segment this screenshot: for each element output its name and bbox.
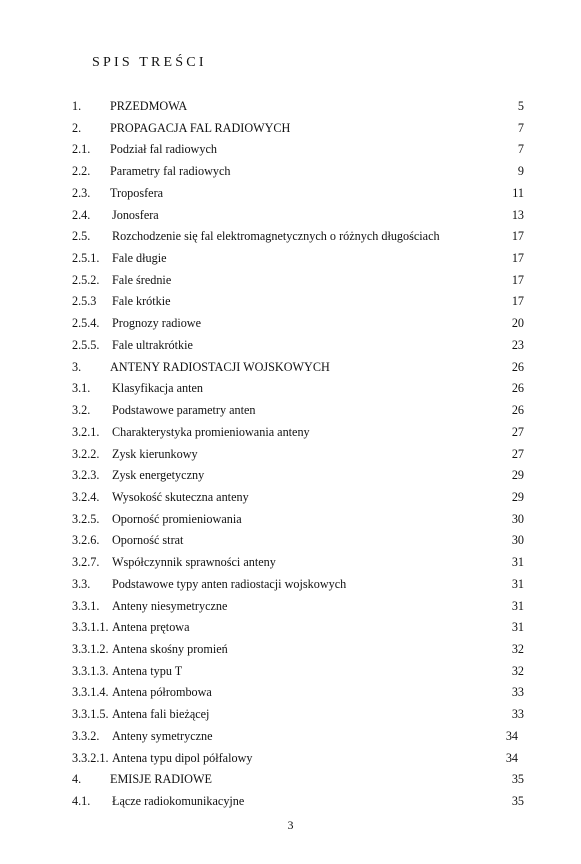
toc-entry-title: Podstawowe typy anten radiostacji wojskowych [112, 576, 347, 591]
toc-entry-title: Podział fal radiowych [110, 142, 217, 157]
toc-entry-number: 2.3. [72, 185, 91, 200]
toc-entry-page: 9 [517, 164, 524, 179]
toc-entry-number: 3.2.5. [72, 511, 100, 526]
toc-entry-page: 34 [505, 750, 518, 765]
toc-entry-title: ANTENY RADIOSTACJI WOJSKOWYCH [110, 359, 330, 374]
toc-entry-number: 3.3.2.1. [72, 750, 109, 765]
toc-entry[interactable] [72, 530, 524, 552]
toc-entry[interactable] [72, 205, 524, 227]
toc-entry[interactable] [72, 270, 524, 292]
toc-entry[interactable] [72, 118, 524, 140]
toc-entry[interactable] [72, 291, 524, 313]
toc-entry-title: Łącze radiokomunikacyjne [112, 794, 245, 808]
toc-entry-title: Współczynnik sprawności anteny [112, 555, 276, 570]
toc-title: SPIS TREŚCI [92, 55, 207, 70]
toc-entry[interactable] [72, 726, 524, 748]
toc-entry-number: 3.2.2. [72, 446, 100, 461]
toc-entry[interactable] [72, 661, 524, 683]
toc-entry-number: 2. [72, 120, 82, 135]
toc-entry-title: Antena półrombowa [112, 685, 212, 700]
toc-entry-page: 35 [511, 772, 524, 787]
toc-entry-title: Fale długie [112, 251, 167, 266]
page-number: 3 [287, 818, 294, 832]
toc-entry-page: 33 [511, 707, 524, 722]
toc-entry-page: 13 [511, 207, 524, 222]
toc-entry-number: 3.3.2. [72, 728, 100, 743]
toc-entry-title: Fale średnie [112, 272, 172, 287]
toc-entry-page: 29 [511, 468, 524, 483]
toc-entry-title: Antena fali bieżącej [112, 707, 210, 722]
toc-entry-title: Antena skośny promień [112, 641, 228, 656]
toc-entry-page: 32 [511, 663, 524, 678]
toc-entry-page: 29 [511, 489, 524, 504]
toc-entry-title: PROPAGACJA FAL RADIOWYCH [110, 120, 291, 135]
toc-entry-title: Wysokość skuteczna anteny [112, 489, 249, 504]
toc-entry-title: Rozchodzenie się fal elektromagnetycznych o różnych długościach [112, 229, 440, 244]
toc-entry-number: 3.3.1. [72, 598, 100, 613]
toc-entry-title: Antena typu T [112, 663, 183, 678]
toc-entry-page: 26 [511, 381, 524, 396]
toc-entry-page: 30 [511, 533, 524, 548]
toc-entry[interactable] [72, 639, 524, 661]
toc-entry-page: 31 [511, 598, 524, 613]
toc-entry[interactable] [72, 378, 524, 400]
toc-entry-page: 31 [511, 555, 524, 570]
toc-entry[interactable] [72, 682, 524, 704]
toc-entry-page: 17 [511, 229, 524, 244]
toc-entry-number: 4.1. [72, 794, 91, 808]
toc-entry-title: Oporność strat [112, 533, 184, 548]
toc-entry-page: 35 [511, 794, 524, 808]
toc-entry-number: 1. [72, 99, 82, 113]
toc-entry[interactable] [72, 509, 524, 531]
toc-entry[interactable] [72, 422, 524, 444]
toc-entry-page: 17 [511, 294, 524, 309]
toc-entry[interactable] [72, 465, 524, 487]
table-of-contents [72, 96, 524, 813]
toc-entry-title: Antena typu dipol półfalowy [112, 750, 253, 765]
toc-entry-title: Anteny niesymetryczne [112, 598, 228, 613]
toc-entry-page: 31 [511, 576, 524, 591]
toc-entry[interactable] [72, 248, 524, 270]
toc-entry-number: 3.1. [72, 381, 91, 396]
toc-entry[interactable] [72, 139, 524, 161]
toc-entry-page: 31 [511, 620, 524, 635]
toc-entry-number: 2.5.4. [72, 316, 100, 331]
toc-entry-number: 4. [72, 772, 82, 787]
toc-entry-title: Fale krótkie [112, 294, 171, 309]
toc-entry-number: 2.4. [72, 207, 91, 222]
toc-entry-number: 3.2.3. [72, 468, 100, 483]
toc-entry[interactable] [72, 183, 524, 205]
toc-entry-page: 23 [511, 337, 524, 352]
toc-entry-number: 2.5. [72, 229, 91, 244]
toc-entry[interactable] [72, 161, 524, 183]
toc-entry-page: 27 [511, 446, 524, 461]
toc-entry[interactable] [72, 596, 524, 618]
toc-entry-title: EMISJE RADIOWE [110, 772, 212, 787]
toc-entry-page: 7 [517, 142, 524, 157]
toc-entry-number: 3.3.1.5. [72, 707, 109, 722]
toc-entry-page: 11 [512, 185, 524, 200]
toc-entry-number: 3.2.1. [72, 424, 100, 439]
toc-entry-number: 3.3.1.2. [72, 641, 109, 656]
toc-entry-page: 32 [511, 641, 524, 656]
toc-entry-number: 2.1. [72, 142, 91, 157]
toc-entry-page: 27 [511, 424, 524, 439]
toc-entry-number: 3.3.1.3. [72, 663, 109, 678]
toc-entry-number: 3.3. [72, 576, 91, 591]
toc-entry-page: 20 [511, 316, 524, 331]
toc-entry-number: 3.3.1.4. [72, 685, 109, 700]
toc-entry-title: Charakterystyka promieniowania anteny [112, 424, 310, 439]
toc-entry[interactable] [72, 357, 524, 379]
toc-entry[interactable] [72, 704, 524, 726]
toc-entry-title: PRZEDMOWA [110, 99, 188, 113]
toc-entry-number: 2.5.3 [72, 294, 97, 309]
toc-entry-page: 7 [517, 120, 524, 135]
toc-entry-title: Prognozy radiowe [112, 316, 202, 331]
toc-entry-title: Anteny symetryczne [112, 728, 213, 743]
toc-entry-title: Jonosfera [112, 207, 159, 222]
toc-entry[interactable] [72, 552, 524, 574]
toc-entry[interactable] [72, 769, 524, 791]
toc-entry-number: 2.2. [72, 164, 91, 179]
toc-entry[interactable] [72, 313, 524, 335]
toc-entry-page: 33 [511, 685, 524, 700]
toc-entry[interactable] [72, 487, 524, 509]
toc-entry[interactable] [72, 400, 524, 422]
toc-entry-title: Zysk kierunkowy [112, 446, 198, 461]
toc-entry-page: 26 [511, 359, 524, 374]
toc-entry-page: 5 [517, 99, 524, 113]
toc-entry-page: 26 [511, 403, 524, 418]
toc-entry[interactable] [72, 96, 524, 118]
toc-entry-page: 17 [511, 272, 524, 287]
toc-entry-number: 3.3.1.1. [72, 620, 109, 635]
toc-entry-title: Zysk energetyczny [112, 468, 205, 483]
toc-entry-number: 3. [72, 359, 82, 374]
toc-entry-title: Podstawowe parametry anten [112, 403, 256, 418]
toc-entry-title: Oporność promieniowania [112, 511, 242, 526]
toc-entry[interactable] [72, 226, 524, 248]
toc-entry-number: 3.2. [72, 403, 91, 418]
toc-entry-title: Antena prętowa [112, 620, 190, 635]
toc-entry-number: 3.2.7. [72, 555, 100, 570]
toc-entry-title: Fale ultrakrótkie [112, 337, 193, 352]
toc-entry[interactable] [72, 748, 524, 770]
toc-entry[interactable] [72, 444, 524, 466]
toc-entry[interactable] [72, 617, 524, 639]
toc-entry-page: 30 [511, 511, 524, 526]
toc-entry[interactable] [72, 574, 524, 596]
toc-entry-number: 2.5.1. [72, 251, 100, 266]
toc-entry[interactable] [72, 791, 524, 813]
toc-entry-number: 3.2.6. [72, 533, 100, 548]
toc-entry-title: Klasyfikacja anten [112, 381, 204, 396]
toc-entry-title: Troposfera [110, 185, 164, 200]
toc-entry-page: 17 [511, 251, 524, 266]
toc-entry-number: 2.5.2. [72, 272, 100, 287]
toc-entry-page: 34 [505, 728, 518, 743]
toc-entry-number: 3.2.4. [72, 489, 100, 504]
toc-entry-title: Parametry fal radiowych [110, 164, 231, 179]
toc-entry[interactable] [72, 335, 524, 357]
toc-entry-number: 2.5.5. [72, 337, 100, 352]
